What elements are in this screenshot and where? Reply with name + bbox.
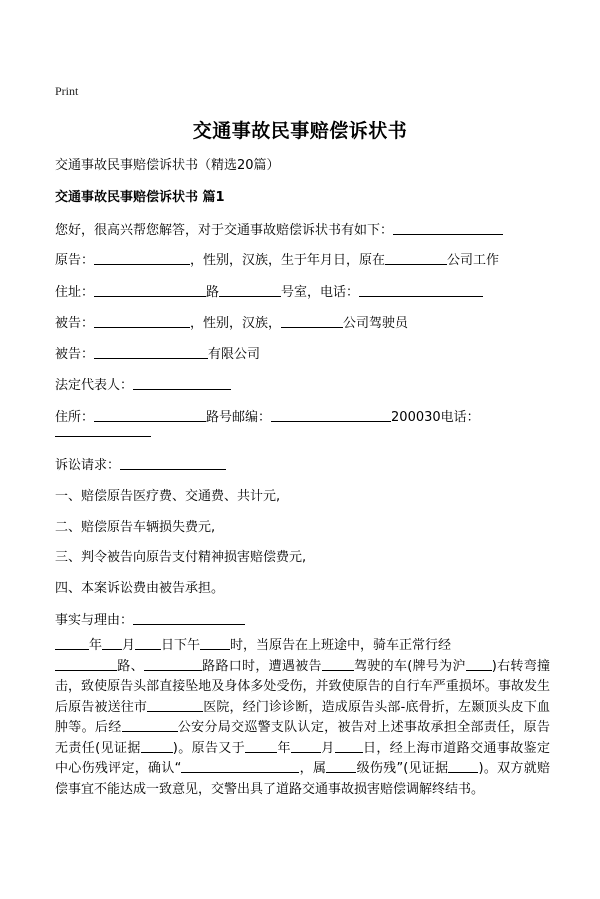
facts-text: 公安分局交巡警支队认定，被告对上述事故承担全部责任，原告无责任(见证据 [55,720,550,756]
residence-line [55,406,480,425]
claim-item: 三、判令被告向原告支付精神损害赔偿费元, [55,550,307,565]
blank [322,659,354,671]
address-room: 号室，电话： [281,285,360,300]
blank [359,284,483,297]
facts-text: 日下午 [161,638,201,653]
blank [281,315,343,328]
blank [135,638,161,650]
facts-text: ，属 [299,761,327,776]
facts-text: 月 [122,638,136,653]
blank [102,638,122,650]
blank [94,315,190,328]
claim-item: 一、赔偿原告医疗费、交通费、共计元, [55,489,281,504]
blank [120,457,226,470]
blank [55,424,151,437]
facts-text: 月 [320,740,335,756]
claim-item: 四、本案诉讼费由被告承担。 [55,581,225,596]
blank [94,346,208,359]
facts-text: )。双方就赔偿事宜不能达成一致意见，交警出具了道路交通事故损害赔偿调解终结书。 [55,761,550,797]
section-heading: 交通事故民事赔偿诉状书 篇1 [55,190,225,205]
blank [271,409,391,422]
defendant-line-1 [55,312,408,331]
facts-text: )。原告又于 [172,740,246,756]
blank [335,741,363,753]
residence-label: 住所： [55,410,95,425]
blank [94,409,206,422]
facts-text: 驾驶的车(牌号为沪 [353,658,466,674]
blank [55,659,117,671]
blank [245,741,277,753]
facts-text: 年 [277,740,291,756]
plaintiff-mid: ，性别，汉族，生于年月日，原在 [190,253,386,268]
defendant-mid: ，性别，汉族， [190,316,282,331]
address-line [55,281,483,300]
legal-rep-label: 法定代表人： [55,378,134,393]
defendant-label: 被告： [55,347,95,362]
claims-label-line [55,454,226,473]
blank [181,761,299,773]
defendant-label: 被告： [55,316,95,331]
facts-label: 事实与理由： [55,613,134,628]
facts-text: 路路口时，遭遇被告 [201,658,322,674]
claims-label: 诉讼请求： [55,458,121,473]
defendant-end: 公司驾驶员 [343,316,409,331]
facts-text: 路、 [117,658,144,674]
claim-item: 二、赔偿原告车辆损失费元, [55,520,216,535]
defendant-end: 有限公司 [208,347,261,362]
facts-label-line [55,609,245,628]
document-subtitle: 交通事故民事赔偿诉状书（精选20篇） [55,158,280,173]
blank [133,377,231,390]
residence-road: 路号邮编： [206,410,272,425]
intro-text: 您好，很高兴帮您解答，对于交通事故赔偿诉状书有如下： [55,223,394,238]
blank [448,761,478,773]
plaintiff-label: 原告： [55,253,95,268]
residence-code: 200030电话： [391,410,480,425]
facts-text: 年 [89,638,103,653]
address-label: 住址： [55,285,95,300]
blank [466,659,492,671]
print-label: Print [55,84,79,98]
plaintiff-line [55,249,499,268]
blank [393,222,503,235]
facts-paragraph [55,636,550,800]
blank [94,252,190,265]
plaintiff-end: 公司工作 [447,253,500,268]
blank [326,761,356,773]
defendant-line-2 [55,343,260,362]
blank [219,284,281,297]
blank [133,612,245,625]
facts-text: 时，当原告在上班途中，骑车正常行经 [230,638,452,653]
blank [200,638,230,650]
legal-rep-line [55,374,231,393]
blank [385,252,447,265]
address-road: 路 [206,285,220,300]
residence-continuation [55,424,151,440]
blank [55,638,89,650]
blank [147,700,203,712]
blank [291,741,321,753]
blank [122,720,178,732]
facts-text: 医院，经门诊诊断，造成原告头部-底骨折，左颞顶头皮下血肿等。后经 [55,699,550,735]
blank [141,741,173,753]
blank [94,284,206,297]
intro-line [55,219,503,238]
facts-text: 日，经上海市道路交通事故鉴定中心伤残评定，确认“ [55,740,550,776]
blank [144,659,202,671]
facts-text: )右转弯撞击，致使原告头部直接坠地及身体多处受伤，并致使原告的自行车严重损坏。事故发生后原告被送往市 [55,658,550,715]
document-title: 交通事故民事赔偿诉状书 [192,120,408,142]
facts-text: 级伤残”(见证据 [356,761,449,776]
